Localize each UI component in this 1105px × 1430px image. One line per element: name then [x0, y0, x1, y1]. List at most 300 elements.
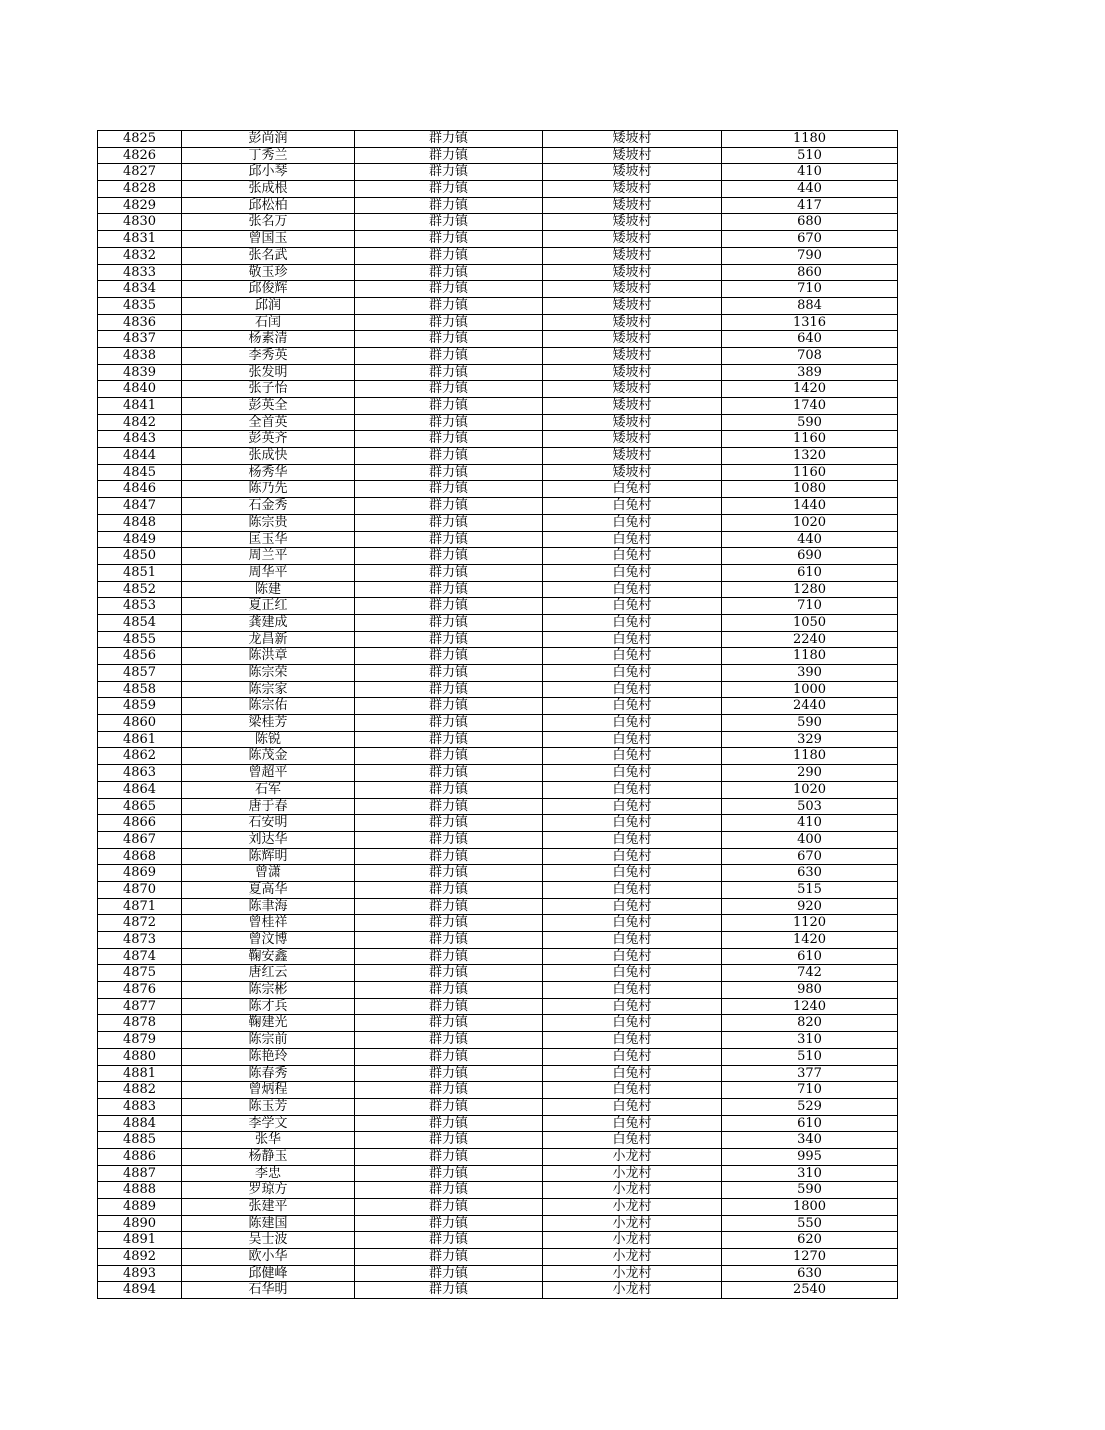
- cell-name: 陈茂金: [182, 748, 355, 765]
- table-row: [98, 881, 898, 898]
- table-row: [98, 1098, 898, 1115]
- table-row: [98, 665, 898, 682]
- cell-village: 矮坡村: [543, 297, 722, 314]
- cell-name: 张子怡: [182, 381, 355, 398]
- cell-town: 群力镇: [355, 898, 543, 915]
- cell-town: 群力镇: [355, 765, 543, 782]
- cell-village: 小龙村: [543, 1148, 722, 1165]
- cell-town: 群力镇: [355, 648, 543, 665]
- cell-index: 4894: [98, 1282, 182, 1299]
- table-row: [98, 998, 898, 1015]
- cell-amount: 1180: [722, 648, 898, 665]
- cell-amount: 515: [722, 881, 898, 898]
- table-row: [98, 297, 898, 314]
- cell-town: 群力镇: [355, 982, 543, 999]
- cell-village: 白兔村: [543, 798, 722, 815]
- cell-index: 4868: [98, 848, 182, 865]
- cell-amount: 410: [722, 815, 898, 832]
- cell-amount: 860: [722, 264, 898, 281]
- cell-town: 群力镇: [355, 1115, 543, 1132]
- cell-town: 群力镇: [355, 414, 543, 431]
- cell-name: 陈辉明: [182, 848, 355, 865]
- cell-index: 4857: [98, 665, 182, 682]
- table-row: [98, 531, 898, 548]
- cell-index: 4852: [98, 581, 182, 598]
- cell-village: 白兔村: [543, 514, 722, 531]
- cell-name: 李忠: [182, 1165, 355, 1182]
- cell-village: 矮坡村: [543, 247, 722, 264]
- cell-name: 邱润: [182, 297, 355, 314]
- table-row: [98, 1265, 898, 1282]
- cell-index: 4847: [98, 498, 182, 515]
- cell-town: 群力镇: [355, 247, 543, 264]
- cell-amount: 310: [722, 1165, 898, 1182]
- cell-index: 4878: [98, 1015, 182, 1032]
- cell-name: 陈宗前: [182, 1032, 355, 1049]
- cell-index: 4886: [98, 1148, 182, 1165]
- cell-name: 夏正红: [182, 598, 355, 615]
- cell-village: 白兔村: [543, 765, 722, 782]
- cell-name: 罗琼方: [182, 1182, 355, 1199]
- table-row: [98, 581, 898, 598]
- table-row: [98, 698, 898, 715]
- cell-amount: 670: [722, 231, 898, 248]
- cell-index: 4860: [98, 715, 182, 732]
- table-row: [98, 214, 898, 231]
- table-row: [98, 948, 898, 965]
- cell-index: 4882: [98, 1082, 182, 1099]
- cell-index: 4842: [98, 414, 182, 431]
- cell-name: 邱健峰: [182, 1265, 355, 1282]
- table-row: [98, 815, 898, 832]
- cell-index: 4839: [98, 364, 182, 381]
- cell-village: 白兔村: [543, 1032, 722, 1049]
- cell-village: 小龙村: [543, 1232, 722, 1249]
- cell-amount: 1316: [722, 314, 898, 331]
- cell-name: 曾汶博: [182, 932, 355, 949]
- cell-village: 小龙村: [543, 1249, 722, 1266]
- cell-name: 彭英全: [182, 398, 355, 415]
- cell-village: 矮坡村: [543, 347, 722, 364]
- cell-index: 4872: [98, 915, 182, 932]
- table-row: [98, 197, 898, 214]
- cell-index: 4884: [98, 1115, 182, 1132]
- cell-name: 梁桂芳: [182, 715, 355, 732]
- cell-amount: 1180: [722, 748, 898, 765]
- cell-amount: 340: [722, 1132, 898, 1149]
- cell-amount: 440: [722, 181, 898, 198]
- cell-name: 张建平: [182, 1199, 355, 1216]
- cell-town: 群力镇: [355, 731, 543, 748]
- cell-town: 群力镇: [355, 581, 543, 598]
- cell-town: 群力镇: [355, 181, 543, 198]
- cell-name: 鞠建光: [182, 1015, 355, 1032]
- cell-town: 群力镇: [355, 998, 543, 1015]
- cell-town: 群力镇: [355, 915, 543, 932]
- cell-name: 曾超平: [182, 765, 355, 782]
- cell-name: 彭尚润: [182, 131, 355, 148]
- cell-town: 群力镇: [355, 1098, 543, 1115]
- cell-index: 4858: [98, 681, 182, 698]
- table-row: [98, 448, 898, 465]
- cell-town: 群力镇: [355, 1032, 543, 1049]
- cell-name: 杨素清: [182, 331, 355, 348]
- cell-index: 4875: [98, 965, 182, 982]
- cell-village: 白兔村: [543, 831, 722, 848]
- cell-amount: 680: [722, 214, 898, 231]
- cell-index: 4841: [98, 398, 182, 415]
- cell-village: 白兔村: [543, 481, 722, 498]
- cell-amount: 670: [722, 848, 898, 865]
- table-row: [98, 1048, 898, 1065]
- cell-name: 龚建成: [182, 614, 355, 631]
- cell-town: 群力镇: [355, 965, 543, 982]
- cell-town: 群力镇: [355, 381, 543, 398]
- cell-name: 唐于春: [182, 798, 355, 815]
- cell-amount: 610: [722, 948, 898, 965]
- cell-village: 白兔村: [543, 815, 722, 832]
- cell-index: 4889: [98, 1199, 182, 1216]
- cell-village: 小龙村: [543, 1265, 722, 1282]
- cell-village: 小龙村: [543, 1165, 722, 1182]
- cell-amount: 1740: [722, 398, 898, 415]
- cell-town: 群力镇: [355, 715, 543, 732]
- cell-index: 4867: [98, 831, 182, 848]
- cell-village: 白兔村: [543, 748, 722, 765]
- cell-village: 矮坡村: [543, 197, 722, 214]
- table-row: [98, 865, 898, 882]
- cell-town: 群力镇: [355, 498, 543, 515]
- cell-name: 陈宗荣: [182, 665, 355, 682]
- cell-amount: 790: [722, 247, 898, 264]
- cell-village: 白兔村: [543, 1065, 722, 1082]
- cell-village: 白兔村: [543, 548, 722, 565]
- cell-amount: 417: [722, 197, 898, 214]
- cell-town: 群力镇: [355, 748, 543, 765]
- cell-village: 白兔村: [543, 948, 722, 965]
- table-body: [98, 131, 898, 1299]
- cell-village: 矮坡村: [543, 181, 722, 198]
- cell-index: 4834: [98, 281, 182, 298]
- cell-amount: 1000: [722, 681, 898, 698]
- cell-amount: 1440: [722, 498, 898, 515]
- cell-amount: 820: [722, 1015, 898, 1032]
- cell-amount: 742: [722, 965, 898, 982]
- cell-amount: 590: [722, 715, 898, 732]
- cell-index: 4845: [98, 464, 182, 481]
- cell-amount: 389: [722, 364, 898, 381]
- table-row: [98, 598, 898, 615]
- cell-town: 群力镇: [355, 531, 543, 548]
- cell-index: 4865: [98, 798, 182, 815]
- cell-index: 4874: [98, 948, 182, 965]
- cell-index: 4828: [98, 181, 182, 198]
- cell-village: 白兔村: [543, 915, 722, 932]
- cell-amount: 710: [722, 598, 898, 615]
- cell-village: 矮坡村: [543, 147, 722, 164]
- cell-village: 白兔村: [543, 598, 722, 615]
- cell-village: 矮坡村: [543, 381, 722, 398]
- cell-name: 张名武: [182, 247, 355, 264]
- cell-town: 群力镇: [355, 681, 543, 698]
- cell-village: 白兔村: [543, 881, 722, 898]
- cell-town: 群力镇: [355, 431, 543, 448]
- cell-town: 群力镇: [355, 1182, 543, 1199]
- cell-name: 陈锐: [182, 731, 355, 748]
- cell-name: 陈宗佑: [182, 698, 355, 715]
- table-row: [98, 1282, 898, 1299]
- cell-index: 4864: [98, 781, 182, 798]
- cell-amount: 590: [722, 414, 898, 431]
- cell-index: 4876: [98, 982, 182, 999]
- cell-town: 群力镇: [355, 281, 543, 298]
- cell-index: 4869: [98, 865, 182, 882]
- cell-town: 群力镇: [355, 1065, 543, 1082]
- cell-town: 群力镇: [355, 448, 543, 465]
- cell-name: 张成快: [182, 448, 355, 465]
- cell-village: 白兔村: [543, 614, 722, 631]
- cell-amount: 377: [722, 1065, 898, 1082]
- table-row: [98, 681, 898, 698]
- cell-village: 白兔村: [543, 648, 722, 665]
- table-row: [98, 347, 898, 364]
- table-row: [98, 147, 898, 164]
- cell-name: 欧小华: [182, 1249, 355, 1266]
- cell-index: 4871: [98, 898, 182, 915]
- cell-village: 白兔村: [543, 898, 722, 915]
- cell-index: 4843: [98, 431, 182, 448]
- cell-village: 矮坡村: [543, 464, 722, 481]
- cell-name: 全首英: [182, 414, 355, 431]
- cell-index: 4892: [98, 1249, 182, 1266]
- table-row: [98, 982, 898, 999]
- cell-name: 龙昌新: [182, 631, 355, 648]
- cell-name: 曾国玉: [182, 231, 355, 248]
- table-row: [98, 1082, 898, 1099]
- cell-town: 群力镇: [355, 264, 543, 281]
- cell-village: 矮坡村: [543, 281, 722, 298]
- cell-index: 4835: [98, 297, 182, 314]
- cell-name: 石闰: [182, 314, 355, 331]
- table-row: [98, 281, 898, 298]
- cell-index: 4862: [98, 748, 182, 765]
- table-row: [98, 848, 898, 865]
- table-row: [98, 898, 898, 915]
- cell-name: 张名万: [182, 214, 355, 231]
- cell-index: 4851: [98, 564, 182, 581]
- table-row: [98, 932, 898, 949]
- cell-amount: 1280: [722, 581, 898, 598]
- cell-index: 4855: [98, 631, 182, 648]
- table-row: [98, 431, 898, 448]
- cell-name: 李学文: [182, 1115, 355, 1132]
- cell-name: 陈春秀: [182, 1065, 355, 1082]
- cell-name: 陈建国: [182, 1215, 355, 1232]
- cell-amount: 1120: [722, 915, 898, 932]
- cell-village: 白兔村: [543, 681, 722, 698]
- cell-name: 杨秀华: [182, 464, 355, 481]
- cell-name: 陈宗贵: [182, 514, 355, 531]
- table-row: [98, 364, 898, 381]
- table-row: [98, 231, 898, 248]
- cell-amount: 708: [722, 347, 898, 364]
- table-row: [98, 731, 898, 748]
- cell-index: 4848: [98, 514, 182, 531]
- cell-village: 矮坡村: [543, 448, 722, 465]
- cell-village: 白兔村: [543, 665, 722, 682]
- cell-name: 丁秀兰: [182, 147, 355, 164]
- cell-town: 群力镇: [355, 631, 543, 648]
- cell-village: 矮坡村: [543, 164, 722, 181]
- table-row: [98, 548, 898, 565]
- cell-name: 陈洪章: [182, 648, 355, 665]
- cell-village: 白兔村: [543, 1048, 722, 1065]
- cell-amount: 2440: [722, 698, 898, 715]
- cell-index: 4837: [98, 331, 182, 348]
- cell-village: 矮坡村: [543, 214, 722, 231]
- cell-name: 周华平: [182, 564, 355, 581]
- cell-amount: 690: [722, 548, 898, 565]
- table-row: [98, 1165, 898, 1182]
- cell-index: 4827: [98, 164, 182, 181]
- table-row: [98, 715, 898, 732]
- cell-town: 群力镇: [355, 364, 543, 381]
- cell-town: 群力镇: [355, 781, 543, 798]
- cell-village: 白兔村: [543, 631, 722, 648]
- cell-amount: 529: [722, 1098, 898, 1115]
- table-row: [98, 1115, 898, 1132]
- cell-village: 矮坡村: [543, 314, 722, 331]
- cell-village: 小龙村: [543, 1282, 722, 1299]
- cell-village: 白兔村: [543, 865, 722, 882]
- cell-index: 4887: [98, 1165, 182, 1182]
- table-row: [98, 915, 898, 932]
- cell-index: 4844: [98, 448, 182, 465]
- table-row: [98, 1015, 898, 1032]
- cell-town: 群力镇: [355, 297, 543, 314]
- cell-village: 白兔村: [543, 781, 722, 798]
- cell-village: 白兔村: [543, 1132, 722, 1149]
- cell-name: 曾炳程: [182, 1082, 355, 1099]
- table-row: [98, 314, 898, 331]
- cell-village: 矮坡村: [543, 431, 722, 448]
- cell-index: 4873: [98, 932, 182, 949]
- cell-name: 陈聿海: [182, 898, 355, 915]
- table-row: [98, 247, 898, 264]
- data-table: [97, 130, 898, 1299]
- cell-index: 4840: [98, 381, 182, 398]
- cell-index: 4829: [98, 197, 182, 214]
- cell-village: 白兔村: [543, 965, 722, 982]
- cell-name: 张成根: [182, 181, 355, 198]
- cell-index: 4885: [98, 1132, 182, 1149]
- cell-amount: 2540: [722, 1282, 898, 1299]
- table-row: [98, 765, 898, 782]
- cell-town: 群力镇: [355, 464, 543, 481]
- cell-town: 群力镇: [355, 948, 543, 965]
- cell-town: 群力镇: [355, 698, 543, 715]
- cell-name: 曾潇: [182, 865, 355, 882]
- cell-amount: 1270: [722, 1249, 898, 1266]
- cell-index: 4826: [98, 147, 182, 164]
- cell-town: 群力镇: [355, 481, 543, 498]
- cell-amount: 590: [722, 1182, 898, 1199]
- cell-amount: 620: [722, 1232, 898, 1249]
- cell-amount: 310: [722, 1032, 898, 1049]
- cell-town: 群力镇: [355, 548, 543, 565]
- cell-amount: 400: [722, 831, 898, 848]
- table-row: [98, 1182, 898, 1199]
- cell-amount: 550: [722, 1215, 898, 1232]
- cell-amount: 1020: [722, 781, 898, 798]
- cell-village: 白兔村: [543, 698, 722, 715]
- cell-amount: 440: [722, 531, 898, 548]
- cell-village: 矮坡村: [543, 331, 722, 348]
- cell-amount: 884: [722, 297, 898, 314]
- table-row: [98, 965, 898, 982]
- cell-name: 李秀英: [182, 347, 355, 364]
- cell-name: 吴士波: [182, 1232, 355, 1249]
- table-row: [98, 631, 898, 648]
- cell-name: 陈玉芳: [182, 1098, 355, 1115]
- cell-amount: 2240: [722, 631, 898, 648]
- cell-village: 白兔村: [543, 715, 722, 732]
- cell-town: 群力镇: [355, 398, 543, 415]
- cell-town: 群力镇: [355, 1015, 543, 1032]
- cell-index: 4861: [98, 731, 182, 748]
- cell-index: 4863: [98, 765, 182, 782]
- cell-town: 群力镇: [355, 347, 543, 364]
- cell-town: 群力镇: [355, 1215, 543, 1232]
- cell-amount: 1420: [722, 932, 898, 949]
- cell-index: 4880: [98, 1048, 182, 1065]
- cell-name: 邱俊辉: [182, 281, 355, 298]
- cell-town: 群力镇: [355, 798, 543, 815]
- cell-name: 邱小琴: [182, 164, 355, 181]
- cell-town: 群力镇: [355, 1282, 543, 1299]
- cell-town: 群力镇: [355, 197, 543, 214]
- cell-index: 4859: [98, 698, 182, 715]
- cell-village: 矮坡村: [543, 414, 722, 431]
- cell-village: 矮坡村: [543, 398, 722, 415]
- cell-amount: 329: [722, 731, 898, 748]
- cell-town: 群力镇: [355, 1249, 543, 1266]
- cell-town: 群力镇: [355, 598, 543, 615]
- cell-amount: 1420: [722, 381, 898, 398]
- cell-name: 石华明: [182, 1282, 355, 1299]
- cell-amount: 920: [722, 898, 898, 915]
- cell-index: 4833: [98, 264, 182, 281]
- table-row: [98, 1065, 898, 1082]
- table-row: [98, 381, 898, 398]
- cell-village: 白兔村: [543, 932, 722, 949]
- cell-amount: 1180: [722, 131, 898, 148]
- cell-index: 4836: [98, 314, 182, 331]
- cell-index: 4890: [98, 1215, 182, 1232]
- table-row: [98, 614, 898, 631]
- cell-index: 4825: [98, 131, 182, 148]
- cell-town: 群力镇: [355, 1048, 543, 1065]
- table-row: [98, 1232, 898, 1249]
- cell-amount: 1020: [722, 514, 898, 531]
- cell-name: 匡玉华: [182, 531, 355, 548]
- cell-index: 4883: [98, 1098, 182, 1115]
- cell-town: 群力镇: [355, 1232, 543, 1249]
- table-row: [98, 781, 898, 798]
- cell-town: 群力镇: [355, 614, 543, 631]
- cell-amount: 1160: [722, 464, 898, 481]
- cell-village: 白兔村: [543, 731, 722, 748]
